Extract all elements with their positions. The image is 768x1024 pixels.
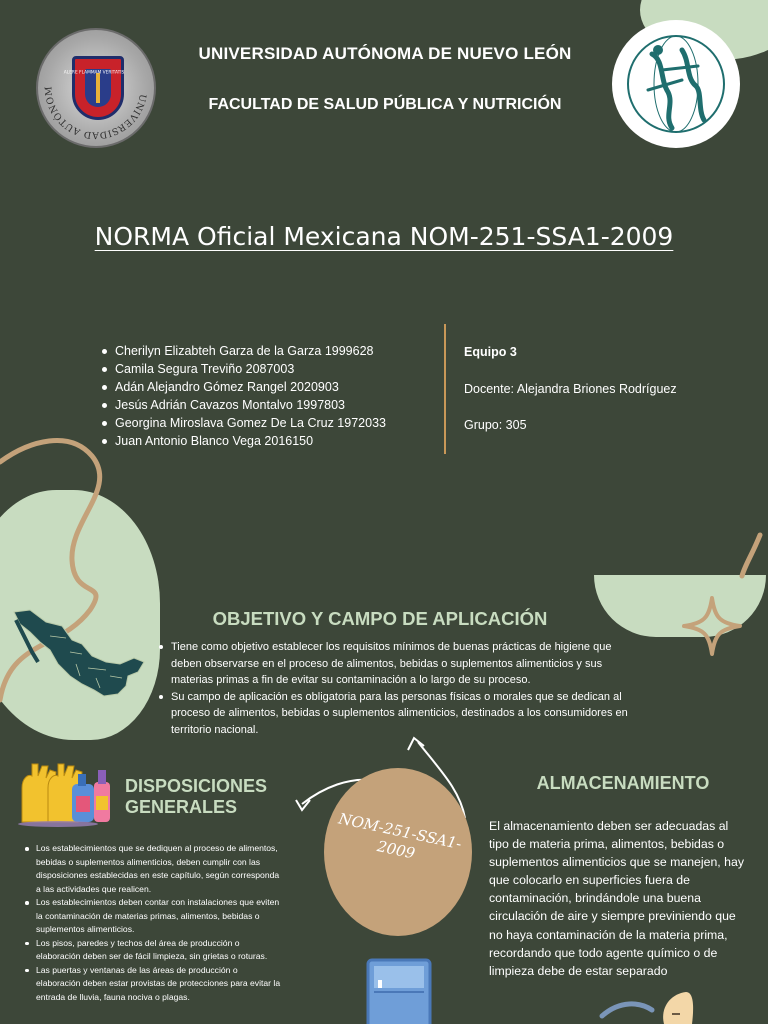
page-title-text: NORMA Oficial Mexicana NOM-251-SSA1-2009 (94, 222, 674, 251)
disposicion-item: Los pisos, paredes y techos del área de producción o elaboración deben ser de fácil limpieza, sin grietas o roturas. (22, 937, 284, 964)
center-badge-label: NOM-251-SSA1-2009 (336, 809, 464, 863)
teacher-label: Docente: Alejandra Briones Rodríguez (464, 382, 677, 396)
svg-text:UNIVERSIDAD AUTÓNOMA DE NUEVO: UNIVERSIDAD AUTÓNOMA DE NUEVO LEÓN (33, 22, 149, 141)
objetivo-item: Su campo de aplicación es obligatoria para las personas físicas o morales que se dedican al proceso de alimentos, bebidas o suplementos alimenticios, destinados a los consumidores en territorio nacional. (156, 689, 642, 739)
disposicion-item: Los establecimientos que se dediquen al proceso de alimentos, bebidas o suplementos alimenticios, deben cumplir con las disposiciones establecidas en este capítulo, según corresponda a las actividades que realicen. (22, 842, 284, 896)
disposicion-item: Las puertas y ventanas de las áreas de producción o elaboración deben estar provistas de protecciones para evitar la entrada de lluvia, fauna nociva o plagas. (22, 964, 284, 1005)
group-label: Grupo: 305 (464, 418, 527, 432)
refrigerator-icon (366, 958, 432, 1024)
member-item: Juan Antonio Blanco Vega 2016150 (100, 432, 430, 450)
person-icon (656, 988, 696, 1024)
member-item: Cherilyn Elizabteh Garza de la Garza 1999628 (100, 342, 430, 360)
objetivo-heading: OBJETIVO Y CAMPO DE APLICACIÓN (212, 608, 548, 629)
disposicion-item: Los establecimientos deben contar con instalaciones que eviten la contaminación de materias primas, alimentos, bebidas o suplementos alimenticios. (22, 896, 284, 937)
svg-text:ALERE FLAMMAM VERITATIS: ALERE FLAMMAM VERITATIS (63, 70, 125, 76)
member-item: Camila Segura Treviño 2087003 (100, 360, 430, 378)
almacenamiento-text: El almacenamiento deben ser adecuadas al tipo de materia prima, alimentos, bebidas o suplementos alimenticios que se manejen, hay que colocarlo en superficies fuera de contaminación, brindándole una buena circulación de aire y siempre previniendo que no haya contaminación de la materia prima, recordando que todo agente químico o de limpieza debe de estar separado (489, 819, 744, 978)
disposiciones-heading: DISPOSICIONES GENERALES (125, 776, 268, 817)
member-item: Adán Alejandro Gómez Rangel 2020903 (100, 378, 430, 396)
member-item: Georgina Miroslava Gomez De La Cruz 1972033 (100, 414, 430, 432)
objetivo-item: Tiene como objetivo establecer los requisitos mínimos de buenas prácticas de higiene que deben observarse en el proceso de alimentos, bebidas o suplementos alimenticios y sus materias primas a fin de evitar su contaminación a lo largo de su proceso. (156, 639, 642, 689)
member-item: Jesús Adrián Cavazos Montalvo 1997803 (100, 396, 430, 414)
university-name: UNIVERSIDAD AUTÓNOMA DE NUEVO LEÓN (198, 44, 572, 63)
faculty-name: FACULTAD DE SALUD PÚBLICA Y NUTRICIÓN (208, 96, 562, 113)
almacenamiento-heading: ALMACENAMIENTO (536, 773, 710, 793)
team-label: Equipo 3 (464, 345, 517, 359)
